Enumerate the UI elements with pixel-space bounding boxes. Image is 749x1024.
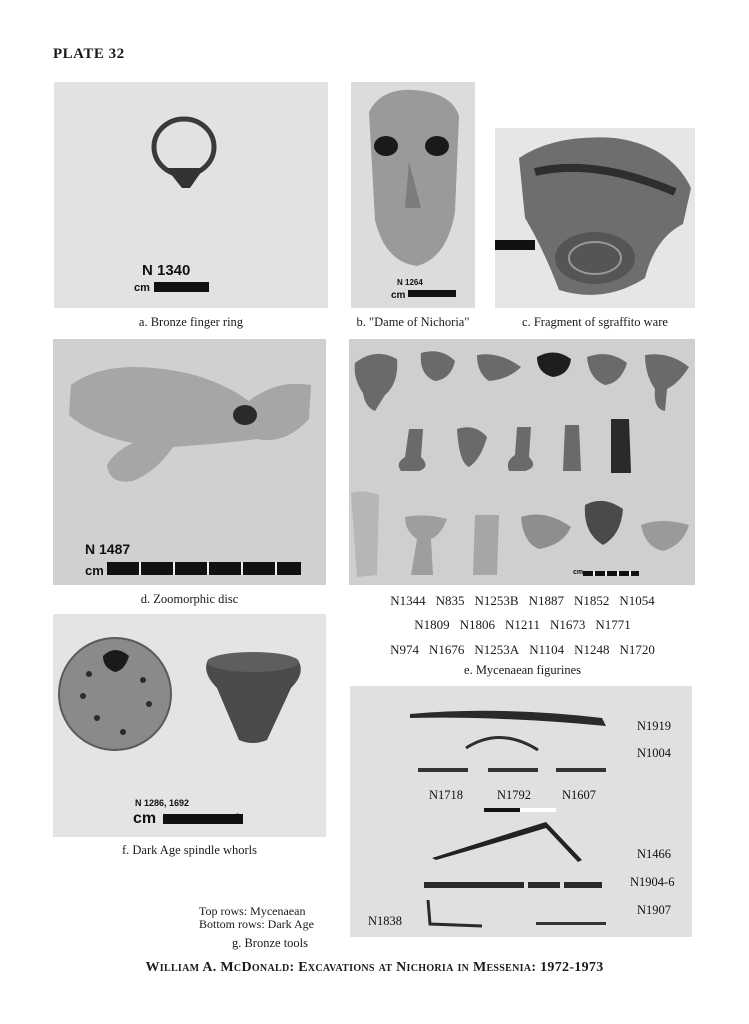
page-footer: William A. McDonald: Excavations at Nichoria in Messenia: 1972-1973	[145, 960, 604, 975]
caption-e: e. Mycenaean figurines	[464, 663, 581, 677]
specimen-label-a: N 1340	[142, 262, 191, 279]
tools-note-line1: Top rows: Mycenaean	[199, 904, 306, 918]
tool-label-n1904-6: N1904-6	[630, 875, 675, 889]
tool-label-n1919: N1919	[637, 719, 672, 733]
scale-bar-e	[583, 571, 639, 576]
figurine-label: N1806	[459, 617, 496, 632]
scale-bar-a	[154, 282, 209, 292]
scale-unit-b: cm	[391, 290, 406, 301]
figurine-row-2	[350, 617, 695, 633]
photo-c-sgraffito-fragment	[495, 128, 695, 308]
ring-image	[54, 82, 328, 308]
plate-title: PLATE 32	[53, 46, 125, 62]
caption-d: d. Zoomorphic disc	[140, 592, 239, 606]
figurine-row-1	[350, 593, 695, 609]
spindle-whorls-image	[53, 614, 326, 837]
photo-d-zoomorphic-disc	[53, 339, 326, 585]
figurine-label: N1771	[595, 617, 631, 632]
scale-unit-e: cm	[573, 569, 584, 576]
figurine-label: N974	[390, 642, 420, 657]
photo-b-dame-of-nichoria	[351, 82, 475, 308]
figurine-label: N1344	[390, 593, 426, 608]
figurine-label: N1253A	[474, 642, 520, 657]
figurine-label: N1887	[528, 593, 564, 608]
tools-note-line2: Bottom rows: Dark Age	[199, 917, 314, 931]
specimen-label-d: N 1487	[85, 541, 131, 557]
specimen-label-b: N 1264	[397, 278, 423, 287]
figurine-row-3	[350, 642, 695, 658]
tool-label-n1792: N1792	[497, 788, 532, 802]
scale-bar-d	[107, 562, 301, 575]
tool-label-n1004: N1004	[637, 746, 672, 760]
scale-bar-f	[163, 814, 243, 824]
figurine-label: N1253B	[474, 593, 519, 608]
scale-unit-d: cm	[85, 563, 104, 578]
figurine-label: N1211	[505, 617, 540, 632]
figurine-label: N835	[435, 593, 465, 608]
figurines-image	[349, 339, 695, 585]
photo-a-bronze-ring	[54, 82, 328, 308]
tool-label-n1466: N1466	[637, 847, 672, 861]
photo-f-spindle-whorls	[53, 614, 326, 837]
figurine-label: N1720	[619, 642, 655, 657]
scale-unit-f: cm	[133, 810, 157, 827]
figurine-label: N1104	[529, 642, 565, 657]
tool-label-n1718: N1718	[429, 788, 464, 802]
scale-mark-f: 2	[235, 812, 241, 822]
head-image	[351, 82, 475, 308]
figurine-label: N1809	[414, 617, 450, 632]
specimen-label-f: N 1286, 1692	[135, 798, 190, 808]
tool-label-n1838: N1838	[368, 914, 403, 928]
caption-g: g. Bronze tools	[231, 936, 309, 950]
scale-bar-b	[408, 290, 456, 297]
photo-e-mycenaean-figurines	[349, 339, 695, 585]
figurine-label: N1054	[619, 593, 655, 608]
tool-label-n1907: N1907	[637, 903, 672, 917]
sgraffito-image	[495, 128, 695, 308]
caption-c: c. Fragment of sgraffito ware	[522, 315, 668, 329]
figurine-label: N1248	[574, 642, 610, 657]
caption-f: f. Dark Age spindle whorls	[121, 843, 258, 857]
caption-b: b. "Dame of Nichoria"	[356, 315, 470, 329]
figurine-label: N1673	[549, 617, 586, 632]
scale-unit-a: cm	[134, 282, 150, 294]
figurine-label: N1852	[573, 593, 610, 608]
figurine-label: N1676	[429, 642, 465, 657]
tool-label-n1607: N1607	[562, 788, 597, 802]
caption-a: a. Bronze finger ring	[138, 315, 244, 329]
